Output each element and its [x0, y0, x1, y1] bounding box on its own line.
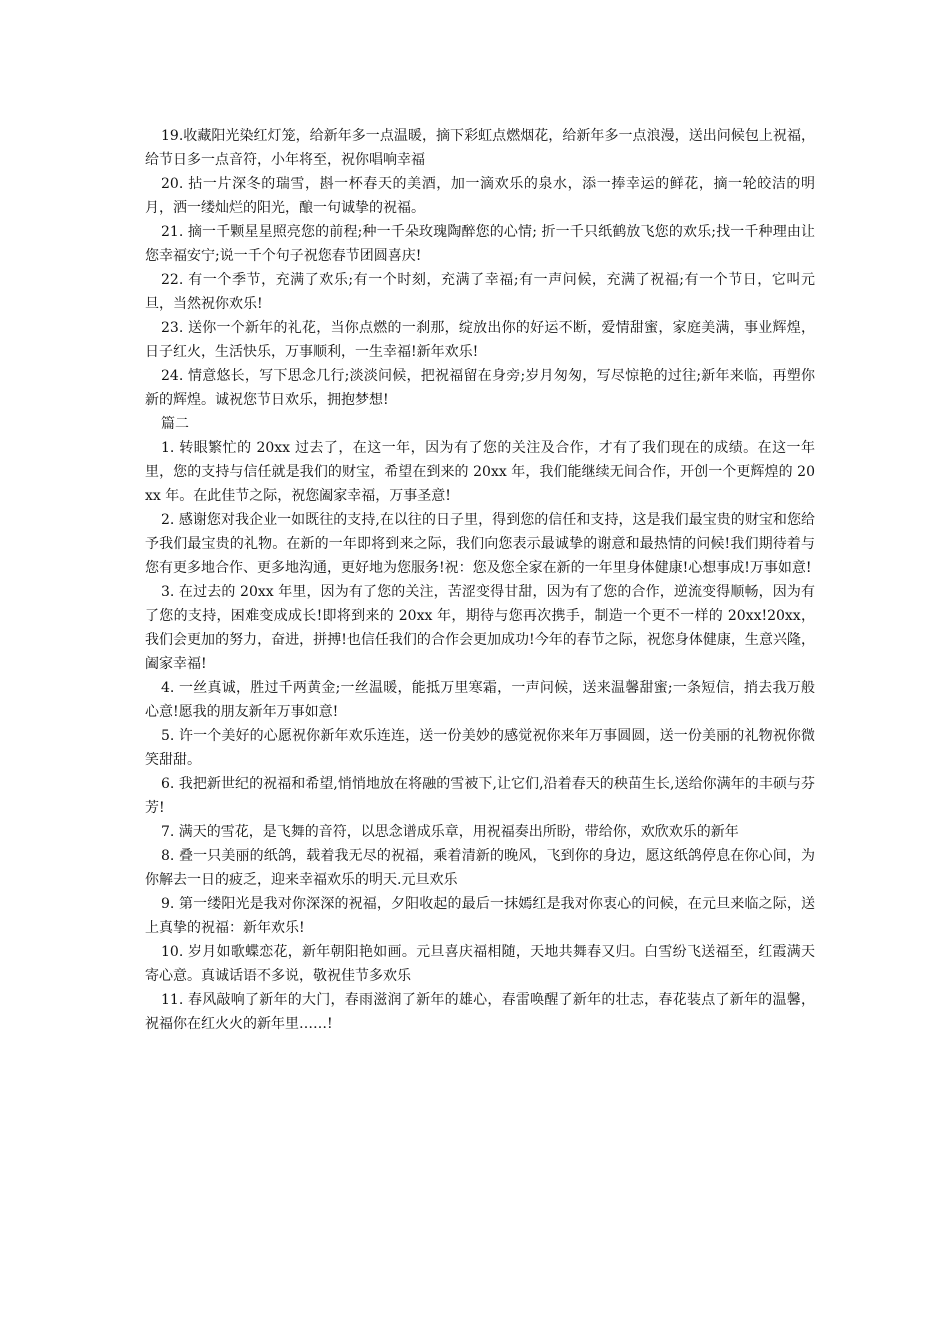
paragraph-part2-3: 3. 在过去的 20xx 年里，因为有了您的关注，苦涩变得甘甜，因为有了您的合作，逆流变得顺畅，因为有了您的支持，困难变成成长!即将到来的 20xx 年，期待与您再次携手，制造一个更不一样的 20xx!20xx，我们会更加的努力，奋进，拼搏!也信任我们的合作会更加成功!今年的春节之际，祝您身体健康，生意兴隆，阖家幸福! [145, 584, 815, 672]
paragraph-part2-8: 8. 叠一只美丽的纸鸽，载着我无尽的祝福，乘着清新的晚风，飞到你的身边，愿这纸鸽停息在你心间，为你解去一日的疲乏，迎来幸福欢乐的明天.元旦欢乐 [145, 848, 815, 888]
paragraph-20: 20. 拈一片深冬的瑞雪，斟一杯春天的美酒，加一滴欢乐的泉水，添一捧幸运的鲜花，摘一轮皎洁的明月，洒一缕灿烂的阳光，酿一句诚挚的祝福。 [145, 176, 815, 216]
paragraph-part2-4: 4. 一丝真诚，胜过千两黄金;一丝温暖，能抵万里寒霜，一声问候，送来温馨甜蜜;一条短信，捎去我万般心意!愿我的朋友新年万事如意! [145, 680, 815, 720]
paragraph-part2-1: 1. 转眼繁忙的 20xx 过去了，在这一年，因为有了您的关注及合作，才有了我们现在的成绩。在这一年里，您的支持与信任就是我们的财宝，希望在到来的 20xx 年，我们能继续无间合作，开创一个更辉煌的 20xx 年。在此佳节之际，祝您阖家幸福，万事圣意! [145, 440, 815, 504]
paragraph-part2-5: 5. 许一个美好的心愿祝你新年欢乐连连，送一份美妙的感觉祝你来年万事圆圆，送一份美丽的礼物祝你微笑甜甜。 [145, 728, 815, 768]
paragraph-part2-2: 2. 感谢您对我企业一如既往的支持,在以往的日子里，得到您的信任和支持，这是我们最宝贵的财宝和您给予我们最宝贵的礼物。在新的一年即将到来之际，我们向您表示最诚挚的谢意和最热情的问候!我们期待着与您有更多地合作、更多地沟通，更好地为您服务!祝：您及您全家在新的一年里身体健康!心想事成!万事如意! [145, 512, 815, 576]
paragraph-19: 19.收藏阳光染红灯笼，给新年多一点温暖，摘下彩虹点燃烟花，给新年多一点浪漫，送出问候包上祝福，给节日多一点音符，小年将至，祝你唱响幸福 [145, 128, 815, 168]
paragraph-24: 24. 情意悠长，写下思念几行;淡淡问候，把祝福留在身旁;岁月匆匆，写尽惊艳的过往;新年来临，再塑你新的辉煌。诚祝您节日欢乐，拥抱梦想! [145, 368, 815, 408]
paragraph-part2-6: 6. 我把新世纪的祝福和希望,悄悄地放在将融的雪被下,让它们,沿着春天的秧苗生长,送给你满年的丰硕与芬芳! [145, 776, 815, 816]
section-title: 篇二 [161, 416, 189, 432]
paragraph-part2-7: 7. 满天的雪花，是飞舞的音符，以思念谱成乐章，用祝福奏出所盼，带给你，欢欣欢乐的新年 [161, 824, 739, 840]
paragraph-22: 22. 有一个季节，充满了欢乐;有一个时刻，充满了幸福;有一声问候，充满了祝福;有一个节日，它叫元旦，当然祝你欢乐! [145, 272, 815, 312]
paragraph-part2-11: 11. 春风敲响了新年的大门，春雨滋润了新年的雄心，春雷唤醒了新年的壮志，春花装点了新年的温馨，祝福你在红火火的新年里……! [145, 992, 815, 1032]
paragraph-21: 21. 摘一千颗星星照亮您的前程;种一千朵玫瑰陶醉您的心情; 折一千只纸鹤放飞您的欢乐;找一千种理由让您幸福安宁;说一千个句子祝您春节团圆喜庆! [145, 224, 815, 264]
paragraph-23: 23. 送你一个新年的礼花，当你点燃的一刹那，绽放出你的好运不断，爱情甜蜜，家庭美满，事业辉煌，日子红火，生活快乐，万事顺利，一生幸福!新年欢乐! [145, 320, 815, 360]
paragraph-part2-10: 10. 岁月如歌蝶恋花，新年朝阳艳如画。元旦喜庆福相随，天地共舞春又归。白雪纷飞送福至，红霞满天寄心意。真诚话语不多说，敬祝佳节多欢乐 [145, 944, 815, 984]
paragraph-part2-9: 9. 第一缕阳光是我对你深深的祝福，夕阳收起的最后一抹嫣红是我对你衷心的问候，在元旦来临之际，送上真挚的祝福：新年欢乐! [145, 896, 815, 936]
document-body [145, 124, 815, 1036]
